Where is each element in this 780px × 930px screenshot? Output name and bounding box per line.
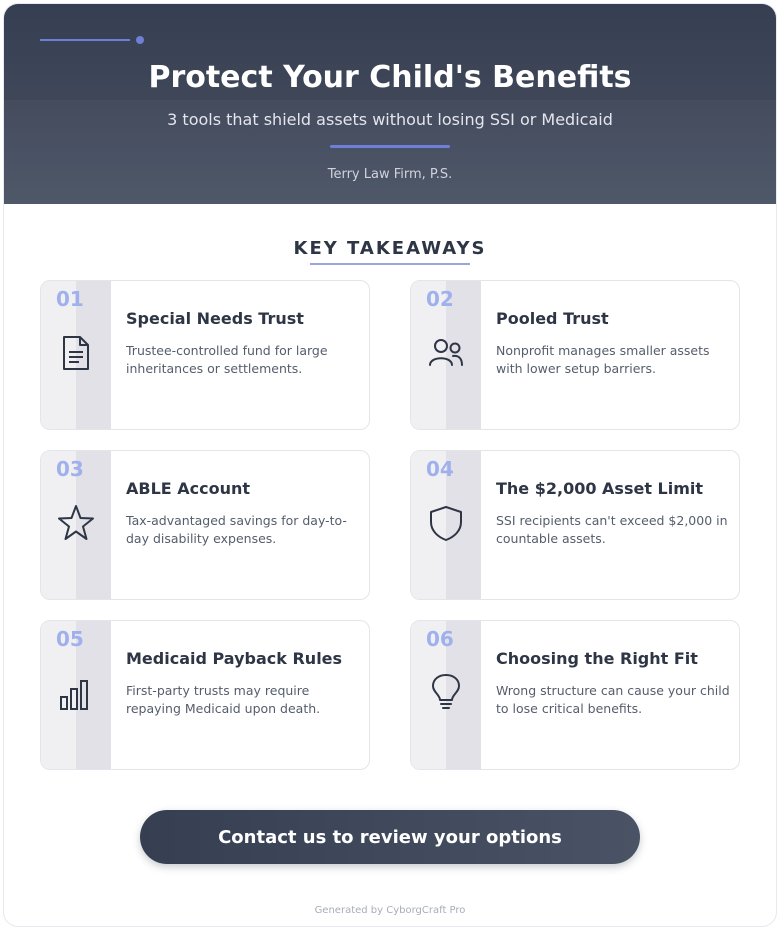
bar-chart-icon [56,673,96,713]
decorative-line [40,39,130,41]
shield-icon [426,503,466,543]
takeaway-card-5 [40,620,370,770]
card-title: Choosing the Right Fit [496,649,698,668]
section-heading-underline [310,263,470,265]
section-heading: KEY TAKEAWAYS [293,238,487,259]
card-title: The $2,000 Asset Limit [496,479,704,498]
takeaway-card-4 [410,450,740,600]
people-icon [426,333,466,373]
card-description: Wrong structure can cause your child to lose critical benefits. [496,683,730,716]
card-number: 04 [426,457,454,481]
card-number: 01 [56,287,84,311]
card-description: Tax-advantaged savings for day-to-day disability expenses. [126,513,347,546]
card-description: First-party trusts may require repaying Medicaid upon death. [126,683,321,716]
card-description: Trustee-controlled fund for large inheritances or settlements. [126,343,328,376]
card-title: ABLE Account [126,479,251,498]
card-title: Pooled Trust [496,309,609,328]
takeaway-card-1 [40,280,370,430]
page-title: Protect Your Child's Benefits [148,60,632,95]
card-description: SSI recipients can't exceed $2,000 in countable assets. [496,513,728,546]
card-title: Special Needs Trust [126,309,304,328]
card-number: 03 [56,457,84,481]
card-number: 06 [426,627,454,651]
title-underline [330,145,450,148]
card-description: Nonprofit manages smaller assets with lower setup barriers. [496,343,710,376]
footer-credit: Generated by CyborgCraft Pro [314,905,466,916]
document-icon [56,333,96,373]
takeaway-card-2 [410,280,740,430]
header-banner [4,4,776,204]
takeaway-card-3 [40,450,370,600]
firm-name: Terry Law Firm, P.S. [327,167,453,182]
infographic-frame [4,4,776,926]
decorative-dot [136,36,144,44]
star-icon [56,503,96,543]
takeaway-card-6 [410,620,740,770]
page-subtitle: 3 tools that shield assets without losing SSI or Medicaid [167,110,613,129]
card-number: 05 [56,627,84,651]
contact-button[interactable]: Contact us to review your options [140,810,640,864]
lightbulb-icon [426,673,466,713]
card-number: 02 [426,287,454,311]
card-title: Medicaid Payback Rules [126,649,343,668]
